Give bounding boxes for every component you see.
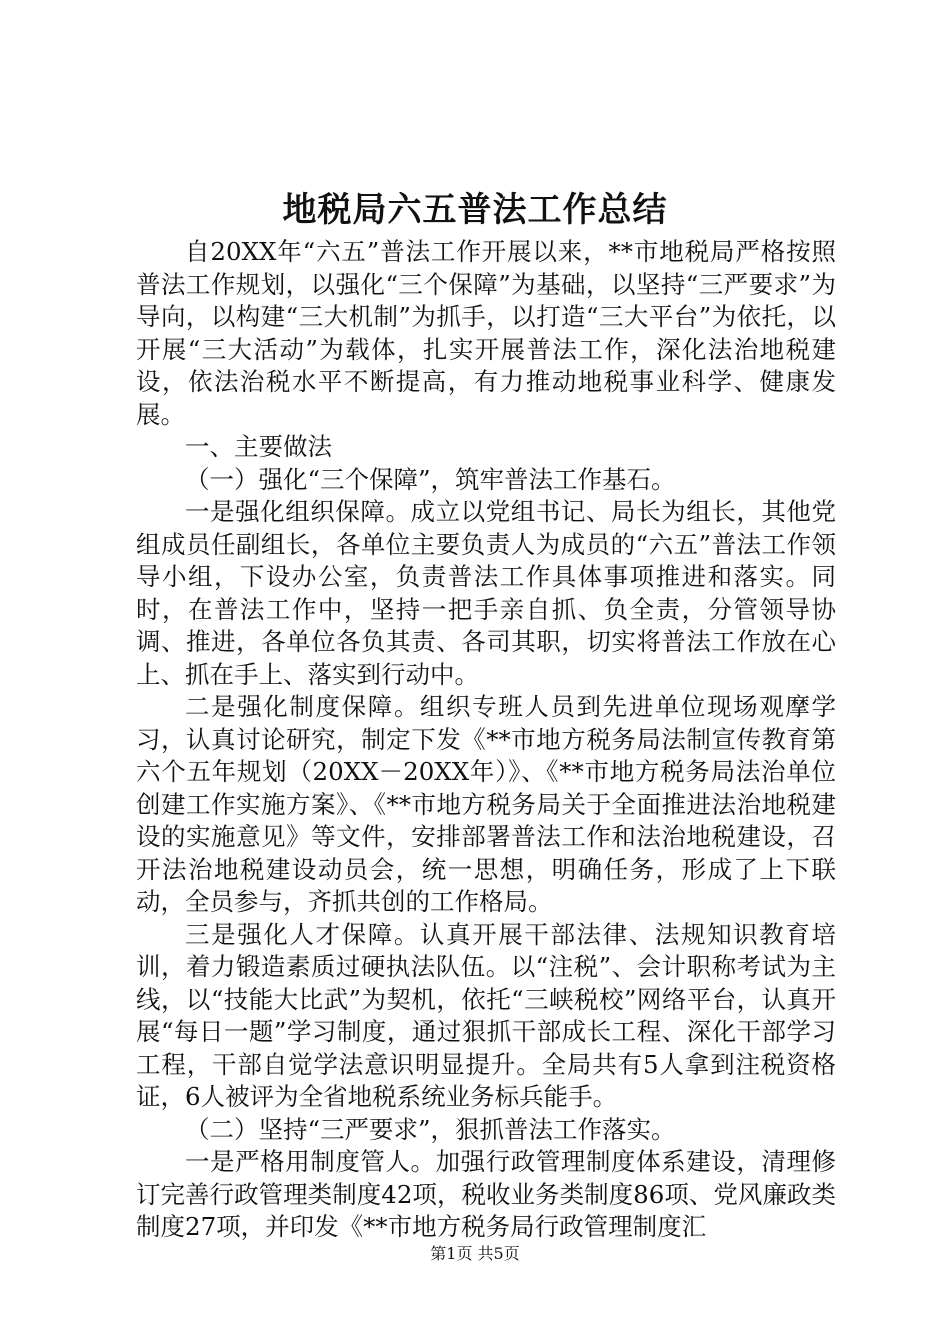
- paragraph-system: 二是强化制度保障。组织专班人员到先进单位现场观摩学习，认真讨论研究，制定下发《**市地方税务局法制宣传教育第六个五年规划（20XX－20XX年）》、《**市地方税务局法治单位创建工作实施方案》、《**市地方税务局关于全面推进法治地税建设的实施意见》等文件，安排部署普法工作和法治地税建设，召开法治地税建设动员会，统一思想，明确任务，形成了上下联动，全员参与，齐抓共创的工作格局。: [136, 692, 836, 916]
- paragraph-intro: 自20XX年“六五”普法工作开展以来，**市地税局严格按照普法工作规划，以强化“三个保障”为基础，以坚持“三严要求”为导向，以构建“三大机制”为抓手，以打造“三大平台”为依托，以开展“三大活动”为载体，扎实开展普法工作，深化法治地税建设，依法治税水平不断提高，有力推动地税事业科学、健康发展。: [136, 237, 836, 429]
- section-heading: 一、主要做法: [185, 432, 332, 461]
- page-footer: 第1页 共5页: [430, 1244, 520, 1263]
- subsection-heading: （二）坚持“三严要求”，狠抓普法工作落实。: [185, 1114, 676, 1144]
- paragraph-organization: 一是强化组织保障。成立以党组书记、局长为组长，其他党组成员任副组长，各单位主要负责人为成员的“六五”普法工作领导小组，下设办公室，负责普法工作具体事项推进和落实。同时，在普法工作中，坚持一把手亲自抓、负全责，分管领导协调、推进，各单位各负其责、各司其职，切实将普法工作放在心上、抓在手上、落实到行动中。: [136, 497, 836, 689]
- document-body: [136, 236, 836, 1244]
- paragraph-management: 一是严格用制度管人。加强行政管理制度体系建设，清理修订完善行政管理类制度42项，税收业务类制度86项、党风廉政类制度27项，并印发《**市地方税务局行政管理制度汇: [136, 1147, 836, 1241]
- document-title: 地税局六五普法工作总结: [282, 190, 668, 230]
- paragraph-talent: 三是强化人才保障。认真开展干部法律、法规知识教育培训，着力锻造素质过硬执法队伍。以“注税”、会计职称考试为主线，以“技能大比武”为契机，依托“三峡税校”网络平台，认真开展“每日一题”学习制度，通过狠抓干部成长工程、深化干部学习工程，干部自觉学法意识明显提升。全局共有5人拿到注税资格证，6人被评为全省地税系统业务标兵能手。: [136, 919, 836, 1111]
- subsection-heading: （一）强化“三个保障”，筑牢普法工作基石。: [185, 464, 676, 494]
